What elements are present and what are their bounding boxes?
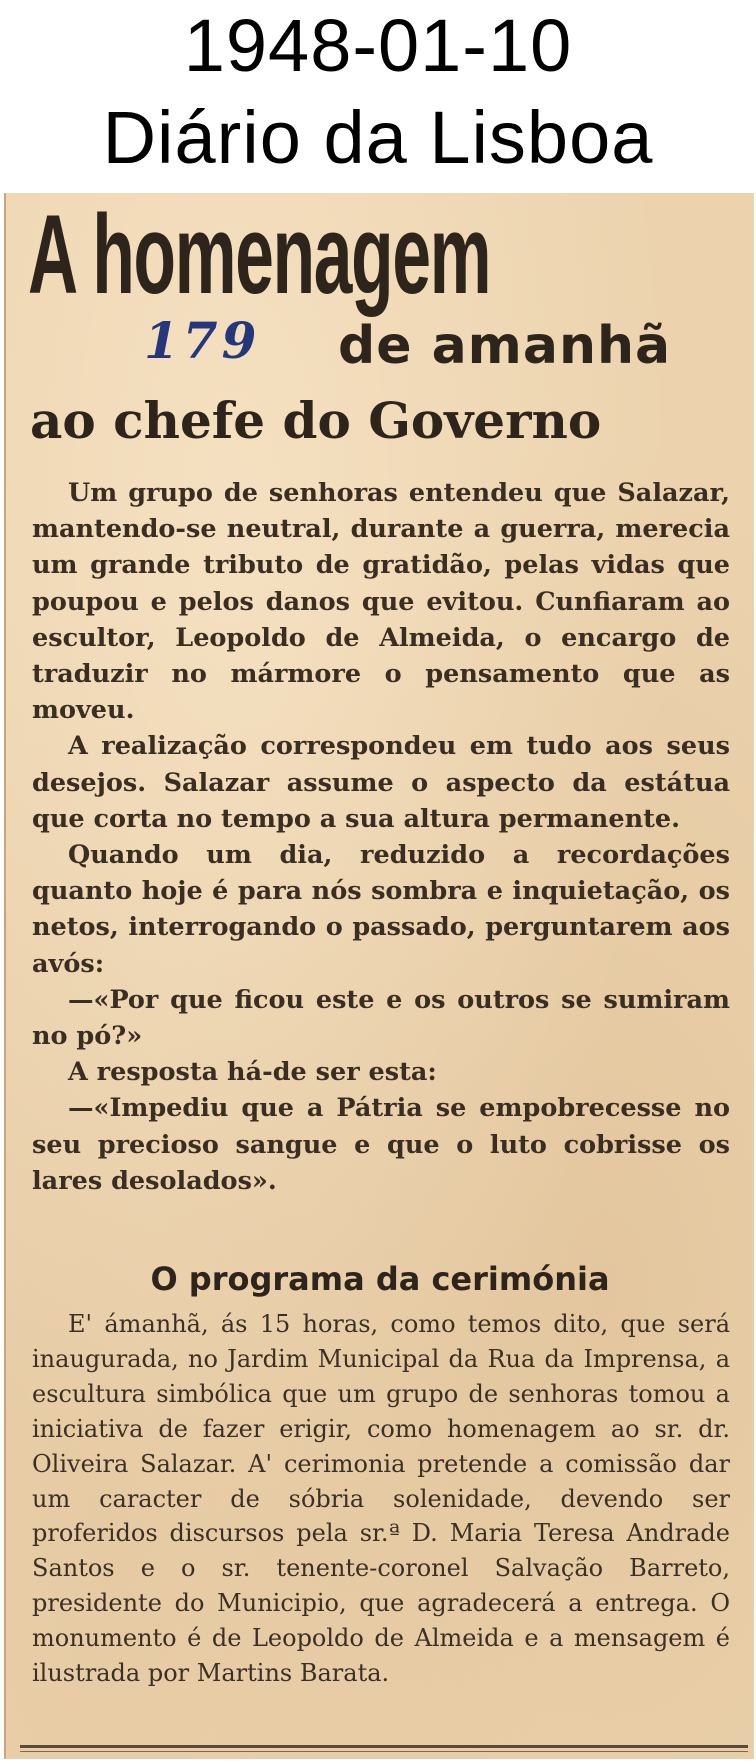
newspaper-clipping [4, 193, 754, 1759]
program-paragraph: E' ámanhã, ás 15 horas, como temos dito, que será inaugurada, no Jardim Municipal da Rua da Imprensa, a escultura simbólica que um grupo de senhoras tomou a iniciativa de fazer erigir, como homenagem ao sr. dr. Oliveira Salazar. A' cerimonia pretende a comissão dar um caracter de sóbria solenidade, devendo ser proferidos discursos pela sr.ª D. Maria Teresa Andrade Santos e o sr. tenente-coronel Salvação Barreto, presidente do Municipio, que agradecerá a entrega. O monumento é de Leopoldo de Almeida e a mensagem é ilustrada por Martins Barata. [32, 1310, 730, 1688]
article-paragraph: A realização correspondeu em tudo aos seus desejos. Salazar assume o aspecto da estátua que corta no tempo a sua altura permanente. [32, 731, 730, 834]
section-subheading: O programa da cerimónia [150, 1260, 610, 1298]
bottom-rule-thin [20, 1751, 748, 1752]
article-paragraph: —«Impediu que a Pátria se empobrecesse no seu precioso sangue e que o luto cobrisse os lares desolados». [32, 1093, 730, 1196]
article-paragraph: Um grupo de senhoras entendeu que Salazar, mantendo-se neutral, durante a guerra, merecia um grande tributo de gratidão, pelas vidas que poupou e pelos danos que evitou. Cunfiaram ao escultor, Leopoldo de Almeida, o encargo de traduzir no mármore o pensamento que as moveu. [32, 478, 730, 726]
program-body [32, 1307, 730, 1691]
article-paragraph: —«Por que ficou este e os outros se sumiram no pó?» [32, 984, 730, 1052]
handwritten-number: 179 [144, 311, 261, 370]
headline-main: A homenagem [28, 193, 491, 317]
article-paragraph: Quando um dia, reduzido a recordações quanto hoje é para nós sombra e inquietação, os netos, interrogando o passado, perguntarem aos avós: [32, 840, 730, 979]
caption-date: 1948-01-10 [183, 4, 573, 87]
article-body [32, 475, 730, 1199]
headline-secondary: de amanhã [338, 316, 672, 376]
article-paragraph: A resposta há-de ser esta: [68, 1057, 437, 1088]
caption-source: Diário da Lisboa [102, 96, 654, 179]
bottom-rule [20, 1745, 748, 1748]
caption-header [0, 0, 756, 192]
headline-tertiary: ao chefe do Governo [30, 391, 602, 450]
